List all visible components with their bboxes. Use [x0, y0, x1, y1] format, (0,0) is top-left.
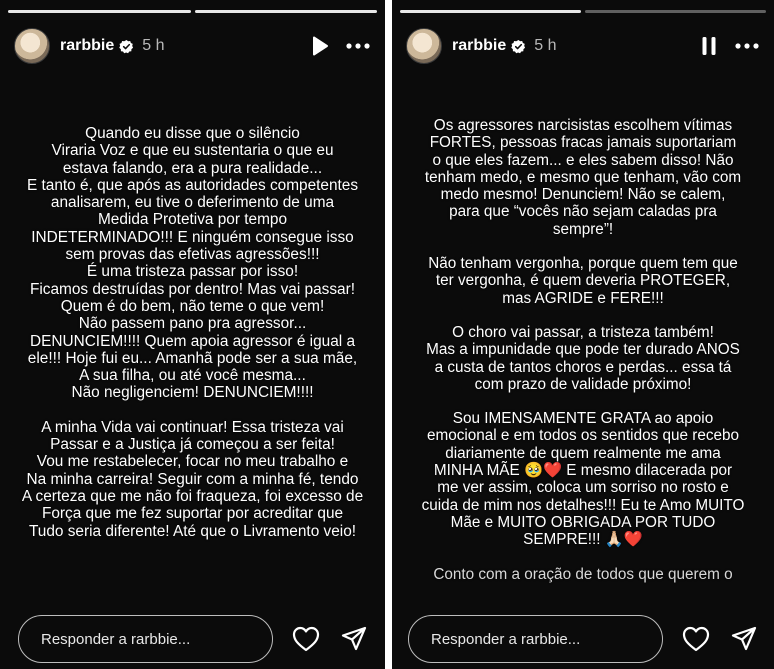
play-button[interactable]	[307, 33, 333, 59]
avatar[interactable]	[14, 28, 50, 64]
story-panel-left	[0, 0, 385, 669]
progress-segment	[400, 10, 581, 13]
story-text-line: Os agressores narcisistas escolhem vítimas	[433, 117, 733, 134]
like-button[interactable]	[291, 624, 321, 654]
story-text-line: emocional e em todos os sentidos que recebo	[426, 427, 740, 445]
story-text-line: SEMPRE!!! 🙏🏻❤️	[523, 531, 643, 549]
story-text	[6, 125, 379, 540]
story-text-line: INDETERMINADO!!! E ninguém consegue isso	[31, 228, 354, 246]
story-text-line: sempre”!	[552, 220, 614, 238]
story-progress-bar	[400, 10, 766, 13]
story-text-line: Vou me restabelecer, focar no meu trabalho e	[36, 453, 349, 471]
story-text-line: Na minha carreira! Seguir com a minha fé, tendo	[26, 470, 359, 488]
story-text-line: Não negligenciem! DENUNCIEM!!!!	[71, 384, 314, 402]
story-text-line: A certeza que me não foi fraqueza, foi excesso de	[21, 487, 364, 505]
paragraph-gap	[398, 393, 768, 410]
paragraph-gap	[398, 238, 768, 255]
story-footer	[18, 614, 371, 664]
progress-segment	[585, 10, 766, 13]
story-header	[406, 26, 760, 66]
more-options-icon	[346, 43, 370, 49]
story-time: 5 h	[142, 37, 165, 54]
like-button[interactable]	[681, 624, 711, 654]
progress-segment	[195, 10, 378, 13]
story-progress-bar	[8, 10, 377, 13]
story-text-line: diariamente de quem realmente me ama	[445, 444, 721, 462]
username[interactable]: rarbbie	[452, 37, 507, 54]
story-text-line: analisarem, eu tive o deferimento de uma	[50, 194, 335, 212]
story-text-line: Mas a impunidade que pode ter durado ANOS	[426, 341, 740, 359]
story-text-line: ter vergonha, é quem deveria PROTEGER,	[435, 272, 731, 290]
story-text-line: estava falando, era a pura realidade...	[62, 159, 323, 177]
story-text-line: Não passem pano pra agressor...	[78, 315, 307, 333]
story-text-line: com prazo de validade próximo!	[474, 375, 692, 393]
story-text-line: a custa de tantos choros e perdas... essa tá	[434, 358, 732, 376]
reply-input[interactable]: Responder a rarbbie...	[408, 615, 663, 663]
story-text-line: A sua filha, ou até você mesma...	[79, 367, 306, 385]
paragraph-gap	[398, 549, 768, 566]
story-text-line: o que eles fazem... e eles sabem disso! Não	[432, 151, 734, 169]
story-text-line: Quem é do bem, não teme o que vem!	[60, 297, 325, 315]
story-text-line: MINHA MÃE 🥹❤️ E mesmo dilacerada por	[433, 462, 733, 480]
story-text-line: Ficamos destruídas por dentro! Mas vai passar!	[29, 280, 356, 298]
story-text-line: Quando eu disse que o silêncio	[85, 125, 300, 142]
more-options-button[interactable]	[734, 33, 760, 59]
verified-badge-icon	[511, 39, 526, 54]
verified-badge-icon	[119, 39, 134, 54]
story-text-line: Medida Protetiva por tempo	[97, 211, 288, 229]
story-text-line: me ver assim, coloca um sorriso no rosto e	[437, 479, 729, 497]
send-icon	[341, 626, 367, 652]
username[interactable]: rarbbie	[60, 37, 115, 54]
story-text-line: Mãe e MUITO OBRIGADA POR TUDO	[450, 513, 716, 531]
story-text-line: O choro vai passar, a tristeza também!	[452, 323, 714, 341]
paragraph-gap	[6, 402, 379, 419]
story-text-line: Não tenham vergonha, porque quem tem que	[428, 255, 738, 273]
more-options-icon	[735, 43, 759, 49]
story-text-line: mas AGRIDE e FERE!!!	[502, 289, 664, 307]
story-text-line: para que “vocês não sejam caladas pra	[449, 203, 717, 221]
pause-button[interactable]	[696, 33, 722, 59]
avatar[interactable]	[406, 28, 442, 64]
story-text-line: sem provas das efetivas agressões!!!	[65, 246, 320, 264]
heart-icon	[292, 626, 320, 652]
story-text-line: cuida de mim nos detalhes!!! Eu te Amo MUITO	[421, 496, 745, 514]
send-icon	[731, 626, 757, 652]
paragraph-gap	[398, 307, 768, 324]
reply-input[interactable]: Responder a rarbbie...	[18, 615, 273, 663]
progress-segment	[8, 10, 191, 13]
story-text	[398, 117, 768, 583]
story-text-line: Sou IMENSAMENTE GRATA ao apoio	[452, 410, 714, 428]
send-button[interactable]	[339, 624, 369, 654]
story-text-line: ele!!! Hoje fui eu... Amanhã pode ser a sua mãe,	[27, 349, 358, 367]
story-time: 5 h	[534, 37, 557, 54]
story-text-line: A minha Vida vai continuar! Essa tristeza vai	[41, 418, 344, 436]
story-text-line: Tudo seria diferente! Até que o Livramento veio!	[28, 522, 357, 540]
play-icon	[311, 36, 329, 56]
story-text-line: Viraria Voz e que eu sustentaria o que eu	[51, 142, 334, 160]
pause-icon	[701, 36, 717, 56]
story-header	[14, 26, 371, 66]
story-text-line: Conto com a oração de todos que querem o	[433, 565, 733, 583]
more-options-button[interactable]	[345, 33, 371, 59]
story-panel-right	[392, 0, 774, 669]
story-text-line: Força que me fez suportar por acreditar que	[41, 505, 344, 523]
story-text-line: E tanto é, que após as autoridades competentes	[26, 176, 359, 194]
story-footer	[408, 614, 760, 664]
send-button[interactable]	[729, 624, 759, 654]
story-text-line: FORTES, pessoas fracas jamais suportariam	[429, 134, 737, 152]
story-text-line: É uma tristeza passar por isso!	[86, 263, 299, 281]
heart-icon	[682, 626, 710, 652]
story-text-line: medo mesmo! Denunciem! Não se calem,	[440, 186, 726, 204]
story-text-line: Passar e a Justiça já começou a ser feita!	[50, 436, 335, 454]
story-text-line: DENUNCIEM!!!! Quem apoia agressor é igual a	[29, 332, 356, 350]
story-text-line: tenham medo, e mesmo que tenham, vão com	[424, 168, 742, 186]
